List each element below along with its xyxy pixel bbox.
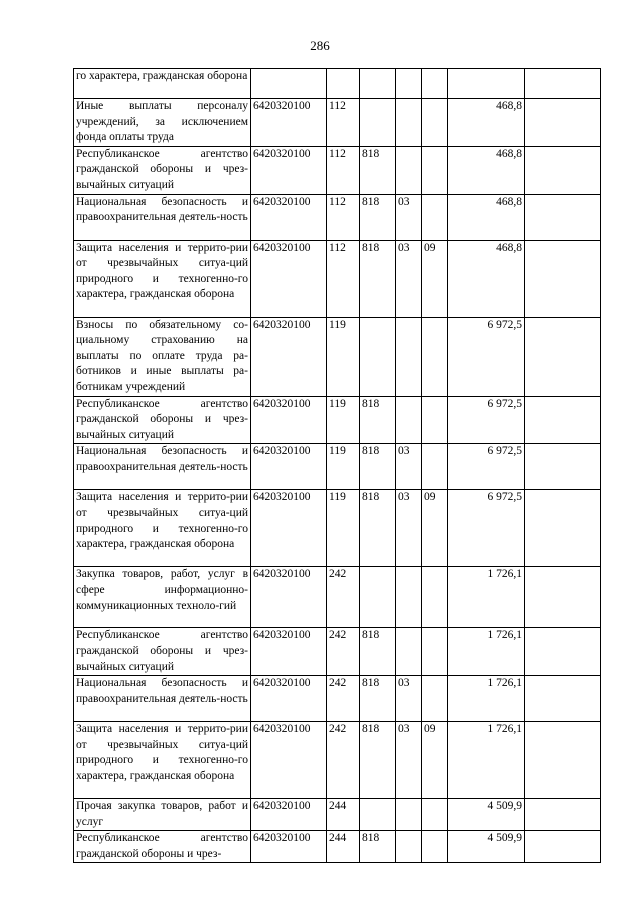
cell-expense-type [327,69,360,99]
cell-amount: 1 726,1 [448,628,525,676]
cell-department: 818 [360,490,396,567]
cell-expense-type: 244 [327,799,360,831]
cell-extra [525,99,601,147]
cell-description: Защита населения и террито-рии от чрезвычайных ситуа-ций природного и техногенно-го характера, гражданская оборона [74,240,251,317]
cell-subsection [422,799,448,831]
cell-extra [525,444,601,490]
table-row [74,490,601,567]
cell-subsection [422,831,448,863]
cell-target-code: 6420320100 [251,396,327,444]
cell-extra [525,831,601,863]
table-row [74,317,601,396]
cell-description: Республиканское агентство гражданской обороны и чрез-вычайных ситуаций [74,146,251,194]
cell-expense-type: 244 [327,831,360,863]
cell-target-code: 6420320100 [251,99,327,147]
cell-section [396,396,422,444]
cell-amount: 6 972,5 [448,444,525,490]
cell-amount: 468,8 [448,194,525,240]
cell-expense-type: 119 [327,396,360,444]
cell-target-code: 6420320100 [251,317,327,396]
cell-extra [525,240,601,317]
cell-section [396,69,422,99]
cell-description: Прочая закупка товаров, работ и услуг [74,799,251,831]
cell-section [396,628,422,676]
cell-subsection: 09 [422,490,448,567]
table-row [74,799,601,831]
cell-department [360,99,396,147]
cell-department: 818 [360,722,396,799]
cell-description: Взносы по обязательному со-циальному страхованию на выплаты по оплате труда ра-ботников и иные выплаты ра-ботникам учреждений [74,317,251,396]
budget-table [73,68,601,863]
cell-extra [525,799,601,831]
cell-amount: 4 509,9 [448,831,525,863]
table-row [74,146,601,194]
cell-target-code: 6420320100 [251,628,327,676]
cell-target-code [251,69,327,99]
table-row [74,444,601,490]
page-number: 286 [310,38,330,53]
cell-subsection [422,99,448,147]
cell-department [360,567,396,628]
cell-description: Национальная безопасность и правоохранительная деятель-ность [74,444,251,490]
cell-section: 03 [396,444,422,490]
cell-expense-type: 242 [327,722,360,799]
cell-expense-type: 112 [327,240,360,317]
cell-target-code: 6420320100 [251,831,327,863]
cell-department [360,799,396,831]
cell-extra [525,567,601,628]
cell-subsection [422,317,448,396]
cell-target-code: 6420320100 [251,240,327,317]
cell-department: 818 [360,146,396,194]
cell-section: 03 [396,194,422,240]
cell-amount: 468,8 [448,240,525,317]
cell-amount: 6 972,5 [448,490,525,567]
table-row [74,831,601,863]
cell-subsection [422,567,448,628]
cell-expense-type: 242 [327,628,360,676]
cell-amount: 4 509,9 [448,799,525,831]
cell-amount: 468,8 [448,146,525,194]
table-row [74,722,601,799]
cell-expense-type: 119 [327,444,360,490]
cell-section: 03 [396,676,422,722]
cell-description: Республиканское агентство гражданской обороны и чрез-вычайных ситуаций [74,396,251,444]
cell-section: 03 [396,490,422,567]
cell-expense-type: 112 [327,194,360,240]
table-row [74,628,601,676]
cell-description: Защита населения и террито-рии от чрезвычайных ситуа-ций природного и техногенно-го характера, гражданская оборона [74,490,251,567]
table-row [74,69,601,99]
cell-section: 03 [396,722,422,799]
cell-description: Республиканское агентство гражданской обороны и чрез-вычайных ситуаций [74,628,251,676]
cell-extra [525,396,601,444]
cell-description: Национальная безопасность и правоохранительная деятель-ность [74,676,251,722]
cell-subsection [422,146,448,194]
cell-target-code: 6420320100 [251,722,327,799]
cell-department: 818 [360,194,396,240]
table-row [74,240,601,317]
cell-description: Республиканское агентство гражданской обороны и чрез- [74,831,251,863]
cell-amount: 1 726,1 [448,676,525,722]
cell-target-code: 6420320100 [251,567,327,628]
cell-amount: 6 972,5 [448,396,525,444]
table-row [74,676,601,722]
cell-target-code: 6420320100 [251,146,327,194]
cell-extra [525,317,601,396]
cell-expense-type: 119 [327,317,360,396]
cell-expense-type: 242 [327,567,360,628]
table-body [74,69,601,863]
cell-department [360,317,396,396]
cell-target-code: 6420320100 [251,194,327,240]
cell-subsection [422,396,448,444]
cell-subsection [422,194,448,240]
cell-department: 818 [360,831,396,863]
cell-amount: 1 726,1 [448,722,525,799]
cell-extra [525,628,601,676]
cell-amount [448,69,525,99]
cell-extra [525,146,601,194]
cell-subsection [422,69,448,99]
cell-section [396,317,422,396]
cell-expense-type: 242 [327,676,360,722]
cell-subsection [422,444,448,490]
cell-section [396,799,422,831]
cell-description: го характера, гражданская оборона [74,69,251,99]
cell-section [396,99,422,147]
cell-subsection: 09 [422,240,448,317]
cell-section [396,146,422,194]
cell-amount: 468,8 [448,99,525,147]
cell-expense-type: 119 [327,490,360,567]
cell-extra [525,676,601,722]
cell-subsection [422,676,448,722]
cell-section [396,831,422,863]
cell-extra [525,194,601,240]
cell-target-code: 6420320100 [251,444,327,490]
cell-department [360,69,396,99]
cell-department: 818 [360,676,396,722]
cell-section [396,567,422,628]
cell-department: 818 [360,396,396,444]
cell-amount: 1 726,1 [448,567,525,628]
cell-extra [525,722,601,799]
table-row [74,99,601,147]
cell-description: Закупка товаров, работ, услуг в сфере информационно-коммуникационных техноло-гий [74,567,251,628]
table-row [74,396,601,444]
cell-section: 03 [396,240,422,317]
cell-target-code: 6420320100 [251,490,327,567]
cell-amount: 6 972,5 [448,317,525,396]
cell-extra [525,490,601,567]
cell-expense-type: 112 [327,146,360,194]
cell-description: Национальная безопасность и правоохранительная деятель-ность [74,194,251,240]
cell-department: 818 [360,444,396,490]
table-row [74,567,601,628]
cell-target-code: 6420320100 [251,676,327,722]
cell-expense-type: 112 [327,99,360,147]
cell-department: 818 [360,240,396,317]
cell-description: Иные выплаты персоналу учреждений, за исключением фонда оплаты труда [74,99,251,147]
table-row [74,194,601,240]
cell-department: 818 [360,628,396,676]
cell-description: Защита населения и террито-рии от чрезвычайных ситуа-ций природного и техногенно-го характера, гражданская оборона [74,722,251,799]
cell-extra [525,69,601,99]
cell-subsection: 09 [422,722,448,799]
cell-subsection [422,628,448,676]
cell-target-code: 6420320100 [251,799,327,831]
